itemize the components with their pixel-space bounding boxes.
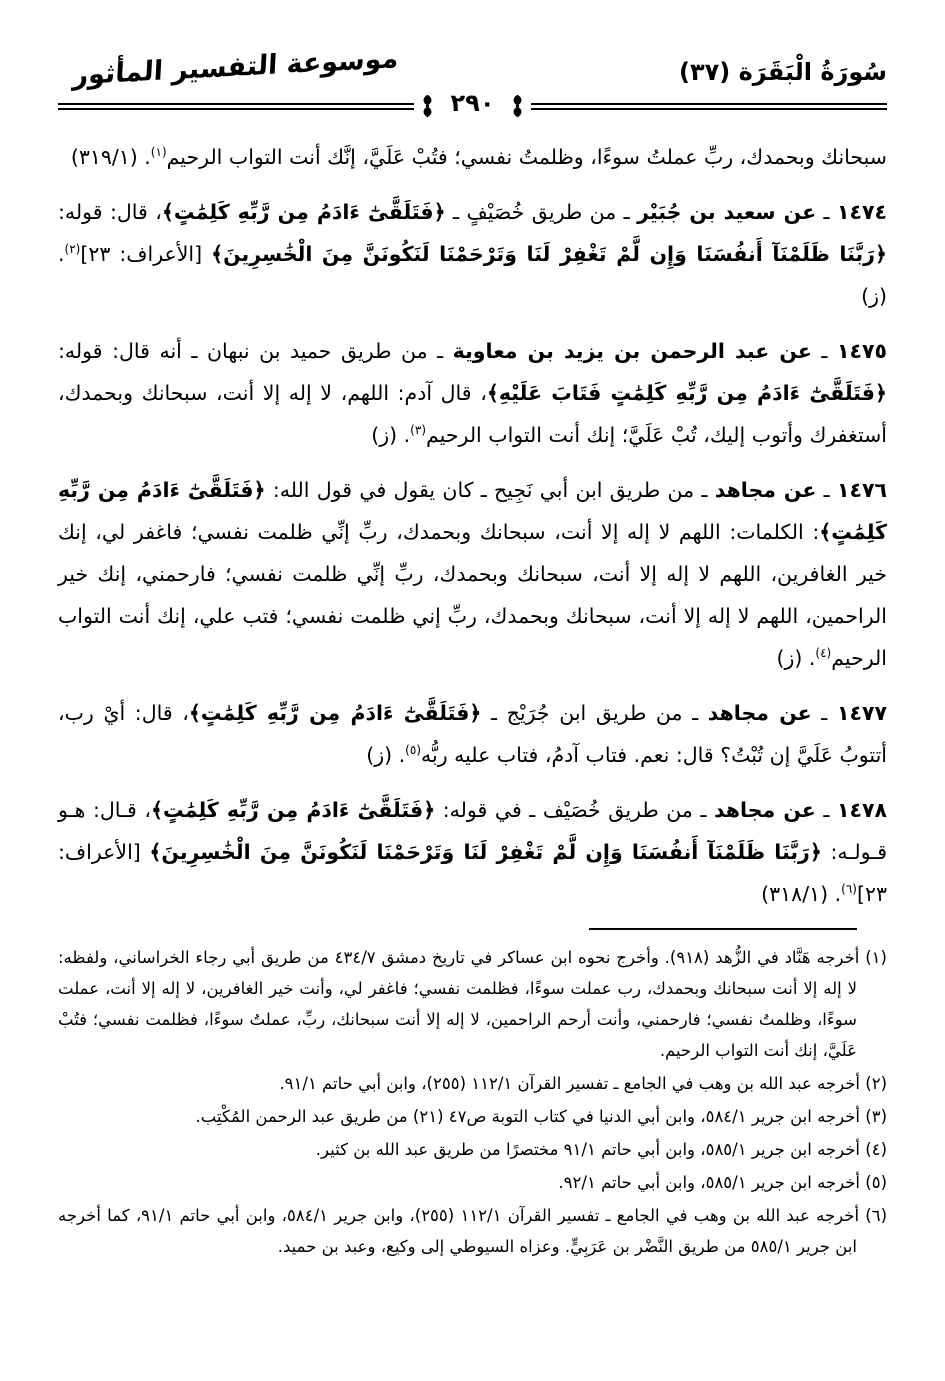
book-logo: موسوعة التفسير المأثور [71,43,400,92]
footnote-ref-marker: (٦) [841,882,857,897]
text-run: ـ من طريق خُصَيْف ـ في قوله: [435,798,714,822]
footnote-٣: (٣) أخرجه ابن جرير ٥٨٤/١، وابن أبي الدنيا في كتاب التوبة ص٤٧ (٢١) من طريق عبد الرحمن المُكْتِب. [195,1107,887,1126]
narrator-name: عن مجاهد [714,478,817,502]
text-run: ، قال: قوله: [58,200,162,224]
narrator-name: ١٤٧٤ [836,200,888,224]
narrator-name: عن مجاهد [713,798,816,822]
entry-1477 [58,692,887,776]
footnote-٤: (٤) أخرجه ابن جرير ٥٨٥/١، وابن أبي حاتم ٩١/١ مختصرًا من طريق عبد الله بن كثير. [315,1140,887,1159]
footnote-٢: (٢) أخرجه عبد الله بن وهب في الجامع ـ تفسير القرآن ١١٢/١ (٢٥٥)، وابن أبي حاتم ٩١/١. [279,1074,887,1093]
page-header [58,34,887,118]
text-run: [الأعراف: ٢٣] [58,840,887,906]
entry-1475 [58,330,887,456]
footnote-ref-marker: (٢) [64,242,81,257]
quran-verse: ﴿فَتَلَقَّىٰٓ ءَادَمُ مِن رَّبِّهِ كَلِمَٰتٍ﴾ [58,478,887,544]
text-run: ـ [811,701,837,725]
footnote-ref-marker: (١) [150,145,167,160]
quran-verse: ﴿فَتَلَقَّىٰٓ ءَادَمُ مِن رَّبِّهِ كَلِمَٰتٍ﴾ [188,701,482,725]
text-run: ـ [816,478,837,502]
quran-verse: ﴿رَبَّنَا ظَلَمْنَآ أَنفُسَنَا وَإِن لَّمْ تَغْفِرْ لَنَا وَتَرْحَمْنَا لَنَكُونَنَّ مِنَ الْخَٰسِرِينَ﴾ [211,242,887,266]
sura-title: سُورَةُ الْبَقَرَة (٣٧) [679,58,887,86]
text-run: ـ من طريق حميد بن نبهان ـ أنه قال: قوله: [58,339,453,363]
text-run: . (ز) [371,423,411,447]
footnote-ref-marker: (٣) [410,423,426,438]
entry-1474 [58,191,887,317]
quran-verse: ﴿فَتَلَقَّىٰٓ ءَادَمُ مِن رَّبِّهِ كَلِمَٰتٍ﴾ [161,200,446,224]
text-run: ـ من طريق خُصَيْفٍ ـ [445,200,638,224]
text-run: ، قال: أيْ رب، أتتوبُ عَلَيَّ إن تُبْتُ؟ قال: نعم. فتاب آدمُ، فتاب عليه ربُّه [58,701,887,767]
footnote-١: (١) أخرجه هَنَّاد في الزُّهد (٩١٨). وأخرج نحوه ابن عساكر في تاريخ دمشق ٤٣٤/٧ من طريق أبي رجاء الخراساني، ولفظه: لا إله إلا أنت سبحانك وبحمدك، رب عملت سوءًا، فظلمت نفسي؛ فاغفر لي، وأنت خير الغافرين، لا إله إلا أنت، عملت سوءًا، وظلمتُ نفسي؛ فارحمني، وأنت أرحم الراحمين، لا إله إلا أنت سبحانك، ربِّ، عملتُ سوءًا، فظلمت نفسي؛ فتُبْ عَلَيَّ، إنك أنت التواب الرحيم. [58,948,887,1060]
text-run: : الكلمات: اللهم لا إله إلا أنت، سبحانك وبحمدك، ربِّ إنِّي ظلمت نفسي؛ فاغفر لي، إنك خير الغافرين، اللهم لا إله إلا أنت، سبحانك وبحمدك، ربِّ إنِّي ظلمت نفسي؛ فارحمني، إنك خير الراحمين، اللهم لا إله إلا أنت، سبحانك وبحمدك، ربِّ إني ظلمت نفسي؛ فتب علي، إنك أنت التواب الرحيم [58,520,887,670]
narrator-name: ١٤٧٥ [836,339,887,363]
header-top [58,34,887,92]
text-run: ـ [815,798,837,822]
quran-verse: ﴿فَتَلَقَّىٰٓ ءَادَمُ مِن رَّبِّهِ كَلِمَٰتٍ﴾ [150,798,436,822]
entry-1478 [58,789,887,915]
text-run: . (٣١٨/١) [761,882,842,906]
paragraph-continuation [58,136,887,178]
narrator-name: عن عبد الرحمن بن يزيد بن معاوية [452,339,812,363]
text-run: ـ من طريق ابن أبي نَجِيح ـ كان يقول في قول الله: [265,478,715,502]
footnote-٦: (٦) أخرجه عبد الله بن وهب في الجامع ـ تفسير القرآن ١١٢/١ (٢٥٥)، وابن جرير ٥٨٤/١، وابن أبي حاتم ٩١/١، كما أخرجه ابن جرير ٥٨٥/١ من طريق النَّضْر بن عَرَبِيٍّ. وعزاه السيوطي إلى وكيع، وعبد بن حميد. [58,1206,888,1256]
narrator-name: عن سعيد بن جُبَيْر [637,200,817,224]
entry-1476 [58,469,887,679]
footnote-separator [589,928,857,930]
narrator-name: ١٤٧٦ [836,478,887,502]
narrator-name: ١٤٧٧ [836,701,887,725]
footnote-ref-marker: (٥) [405,743,421,758]
text-run: ـ من طريق ابن جُرَيْج ـ [481,701,708,725]
text-run: ، قال آدم: اللهم، لا إله إلا أنت، سبحانك وبحمدك، أستغفرك وأتوب إليك، تُبْ عَلَيَّ؛ إنك أنت التواب الرحيم [58,381,887,447]
text-run: ـ [816,200,837,224]
fleuron-icon [510,94,525,118]
header-rule-left [58,103,414,110]
text-run: سبحانك وبحمدك، ربِّ عملتُ سوءًا، وظلمتُ نفسي؛ فتُبْ عَلَيَّ، إنَّك أنت التواب الرحيم [166,145,887,169]
text-run: ـ [811,339,837,363]
narrator-name: عن مجاهد [707,701,812,725]
text-run: . (ز) [58,242,887,308]
narrator-name: ١٤٧٨ [836,798,887,822]
text-run: . (ز) [366,743,406,767]
quran-verse: ﴿فَتَلَقَّىٰٓ ءَادَمُ مِن رَّبِّهِ كَلِمَٰتٍ فَتَابَ عَلَيْهِ﴾ [486,381,887,405]
text-run: [الأعراف: ٢٣] [80,242,212,266]
fleuron-icon [420,94,435,118]
header-rule-right [531,103,887,110]
text-run: . (٣١٩/١) [70,145,151,169]
footnote-٥: (٥) أخرجه ابن جرير ٥٨٥/١، وابن أبي حاتم ٩٢/١. [558,1173,887,1192]
body-text [58,136,887,915]
footnotes-section [58,942,887,1262]
text-run: ، قـال: هـو قـولـه: [58,798,887,864]
footnote-ref-marker: (٤) [815,646,832,661]
page-number: ٢٩٠ [450,89,495,117]
text-run: . (ز) [776,646,816,670]
header-rule [58,89,887,118]
quran-verse: ﴿رَبَّنَا ظَلَمْنَآ أَنفُسَنَا وَإِن لَّمْ تَغْفِرْ لَنَا وَتَرْحَمْنَا لَنَكُونَنَّ مِنَ الْخَٰسِرِينَ﴾ [149,840,822,864]
